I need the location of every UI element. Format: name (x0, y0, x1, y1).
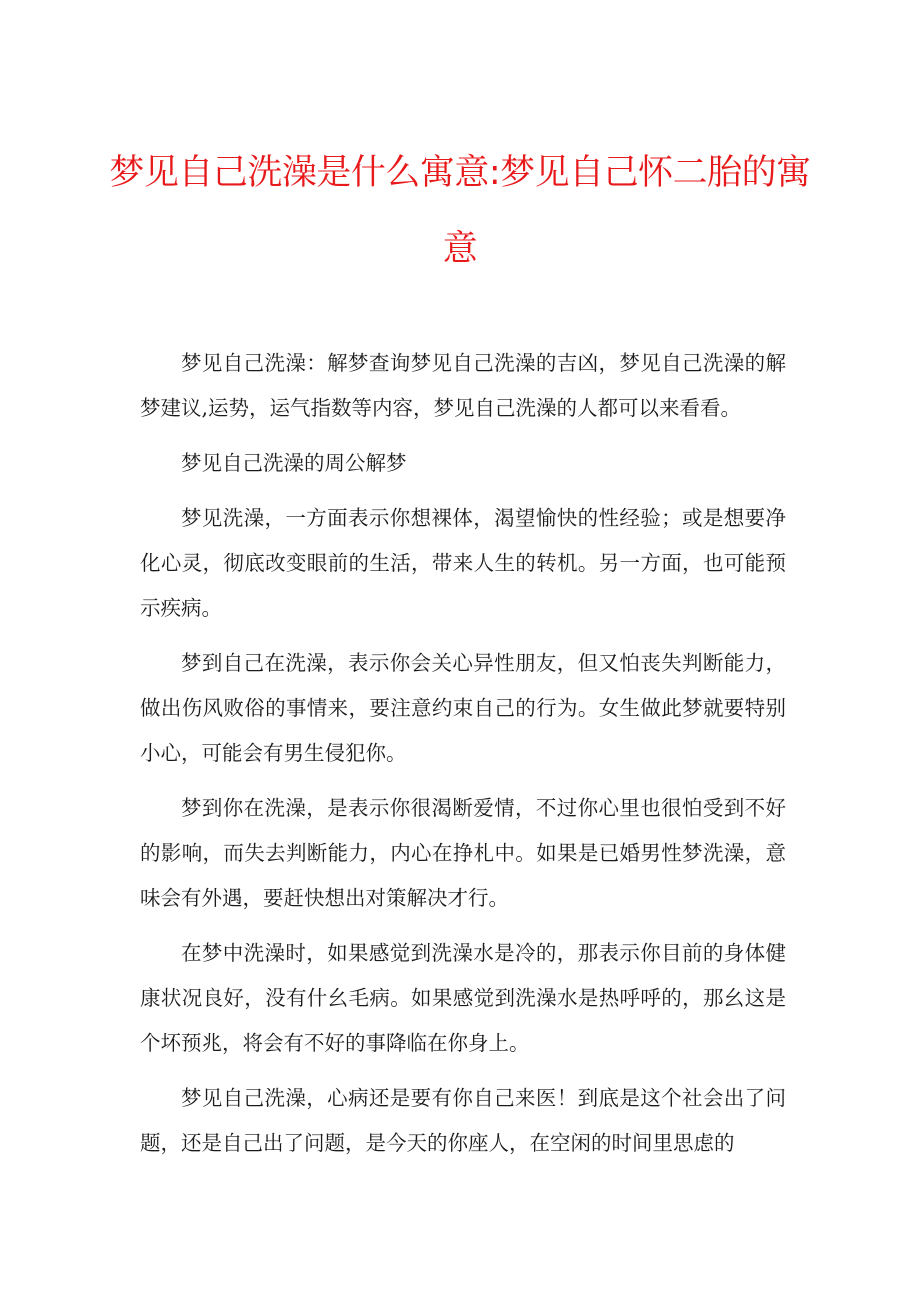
paragraph-intro: 梦见自己洗澡：解梦查询梦见自己洗澡的吉凶，梦见自己洗澡的解梦建议,运势，运气指数等内容，梦见自己洗澡的人都可以来看看。 (140, 351, 786, 420)
paragraph-subheading: 梦见自己洗澡的周公解梦 (181, 451, 407, 475)
paragraph: 梦到你在洗澡，是表示你很渴断爱情，不过你心里也很怕受到不好的影响，而失去判断能力，内心在挣札中。如果是已婚男性梦洗澡，意味会有外遇，要赶快想出对策解决才行。 (140, 796, 786, 910)
document-title: 梦见自己洗澡是什么寓意:梦见自己怀二胎的寓意 (109, 153, 811, 269)
paragraph: 在梦中洗澡时，如果感觉到洗澡水是冷的，那表示你目前的身体健康状况良好，没有什幺毛病。如果感觉到洗澡水是热呼呼的，那幺这是个坏预兆，将会有不好的事降临在你身上。 (140, 941, 786, 1055)
paragraph: 梦见洗澡，一方面表示你想裸体，渴望愉快的性经验；或是想要净化心灵，彻底改变眼前的生活，带来人生的转机。另一方面，也可能预示疾病。 (140, 506, 786, 620)
paragraph: 梦见自己洗澡，心病还是要有你自己来医！到底是这个社会出了问题，还是自己出了问题，是今天的你座人，在空闲的时间里思虑的 (140, 1086, 786, 1155)
document-body (140, 341, 786, 1176)
paragraph: 梦到自己在洗澡，表示你会关心异性朋友，但又怕丧失判断能力，做出伤风败俗的事情来，要注意约束自己的行为。女生做此梦就要特别小心，可能会有男生侵犯你。 (140, 651, 786, 765)
